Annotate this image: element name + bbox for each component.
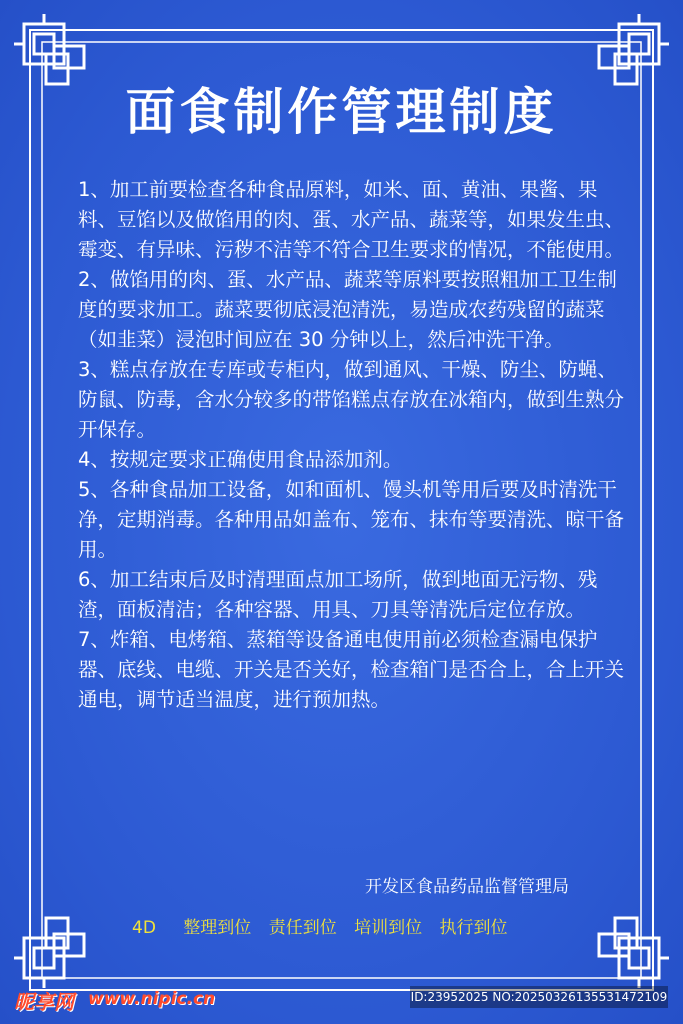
rule-item: 1、加工前要检查各种食品原料，如米、面、黄油、果酱、果料、豆馅以及做馅用的肉、蛋、水产品、蔬菜等，如果发生虫、霉变、有异味、污秽不洁等不符合卫生要求的情况，不能使用。 bbox=[78, 178, 625, 261]
slogan-item: 责任到位 bbox=[268, 918, 337, 938]
rule-item: 4、按规定要求正确使用食品添加剂。 bbox=[78, 448, 403, 471]
rule-item: 5、各种食品加工设备，如和面机、馒头机等用后要及时清洗干净，定期消毒。各种用品如盖布、笼布、抹布等要清洗、晾干备用。 bbox=[78, 478, 625, 561]
watermark-logo: 昵享网 bbox=[14, 990, 74, 1014]
slogan-item: 执行到位 bbox=[439, 918, 508, 938]
slogan-item: 培训到位 bbox=[354, 918, 423, 938]
page-title: 面食制作管理制度 bbox=[125, 83, 558, 141]
rule-item: 3、糕点存放在专库或专柜内，做到通风、干燥、防尘、防蝇、防鼠、防毒，含水分较多的带馅糕点存放在冰箱内，做到生熟分开保存。 bbox=[78, 358, 625, 441]
rules-list bbox=[78, 175, 626, 715]
watermark-url: www.nipic.cn bbox=[88, 989, 216, 1009]
rule-item: 2、做馅用的肉、蛋、水产品、蔬菜等原料要按照粗加工卫生制度的要求加工。蔬菜要彻底浸泡清洗，易造成农药残留的蔬菜（如韭菜）浸泡时间应在 30 分钟以上，然后冲洗干净。 bbox=[78, 268, 617, 351]
issuer-name: 开发区食品药品监督管理局 bbox=[365, 877, 569, 897]
slogan-line bbox=[132, 913, 520, 938]
rule-item: 6、加工结束后及时清理面点加工场所，做到地面无污物、残渣，面板清洁；各种容器、用具、刀具等清洗后定位存放。 bbox=[78, 568, 598, 621]
slogan-item: 整理到位 bbox=[183, 918, 252, 938]
watermark-id: ID:23952025 NO:20250326135531472109 bbox=[410, 986, 668, 1008]
rule-item: 7、炸箱、电烤箱、蒸箱等设备通电使用前必须检查漏电保护器、底线、电缆、开关是否关好，检查箱门是否合上，合上开关通电，调节适当温度，进行预加热。 bbox=[78, 628, 625, 711]
slogan-tag: 4D bbox=[132, 918, 156, 938]
